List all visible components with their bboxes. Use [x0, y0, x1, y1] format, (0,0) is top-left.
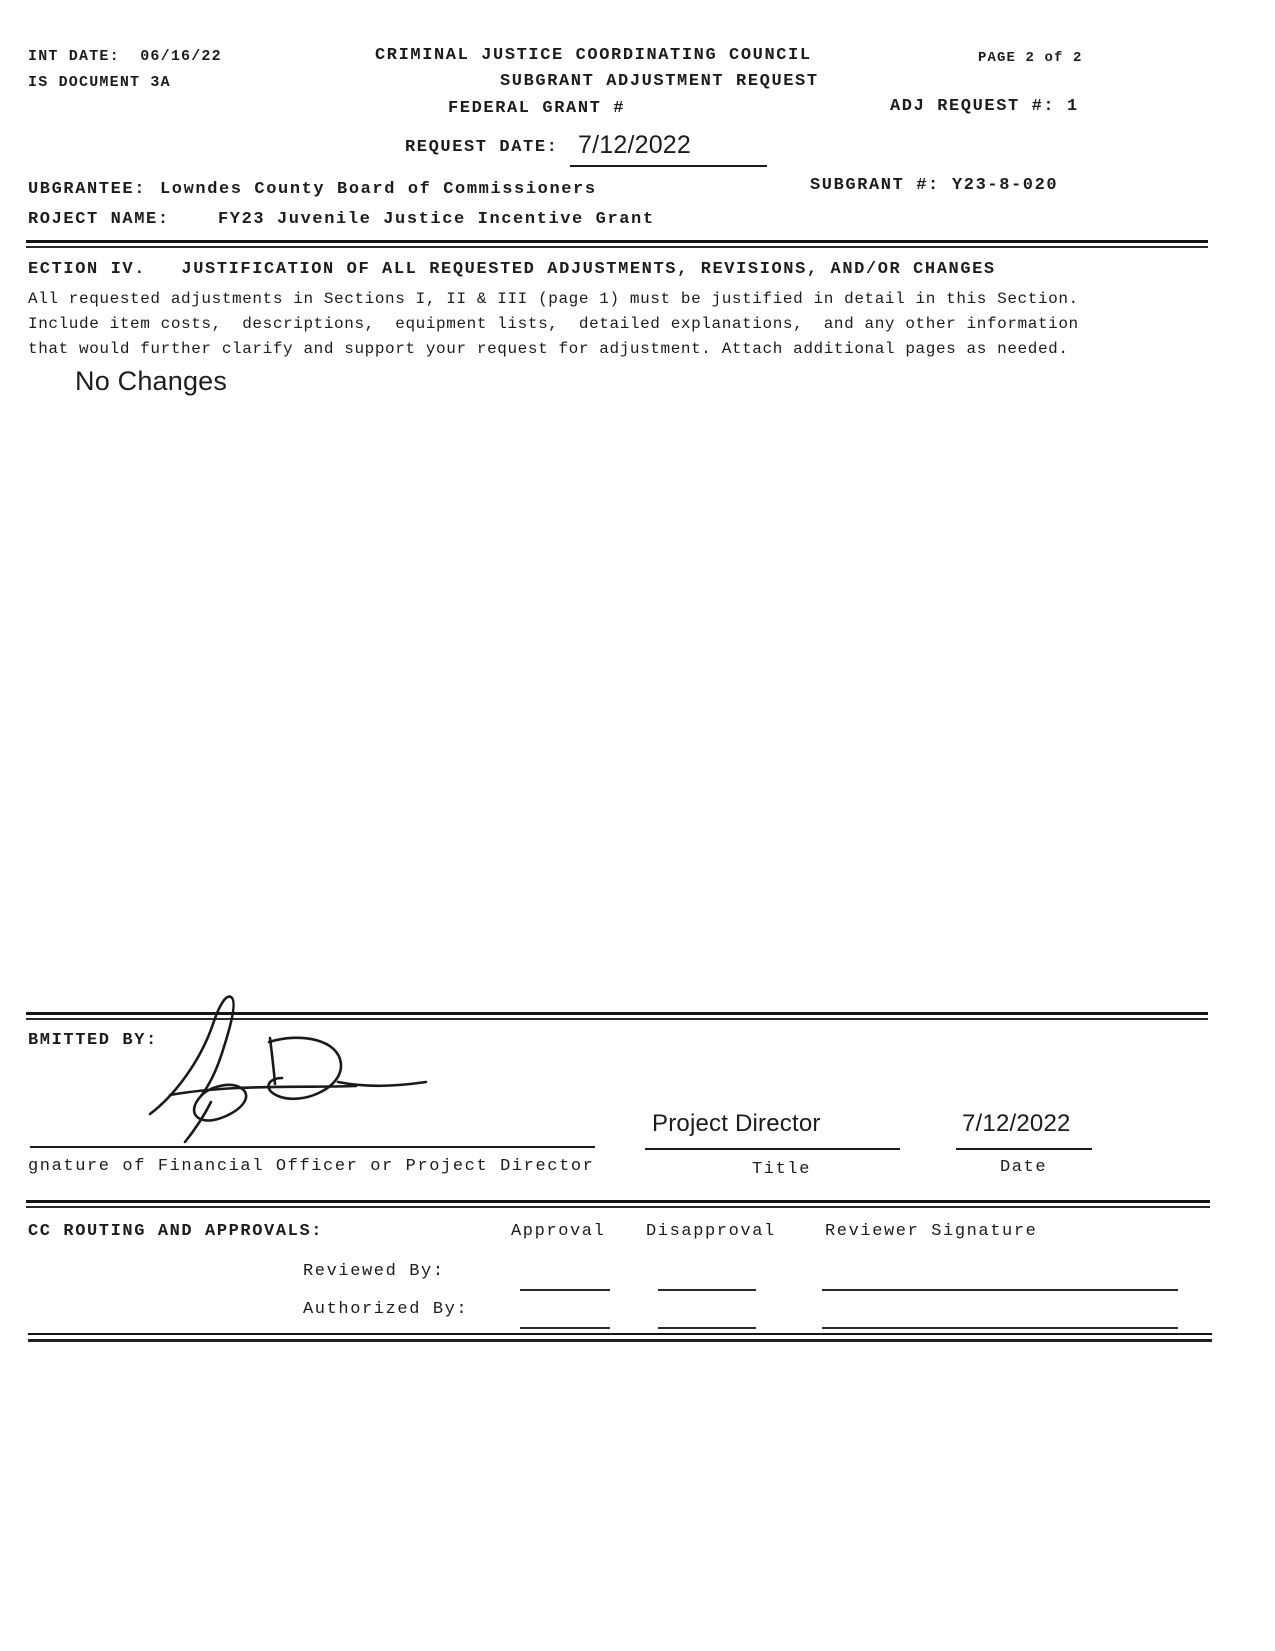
header-section-divider [26, 240, 1208, 248]
federal-grant-label: FEDERAL GRANT # [448, 99, 626, 118]
form-title: SUBGRANT ADJUSTMENT REQUEST [500, 72, 819, 91]
date-value: 7/12/2022 [962, 1110, 1071, 1137]
project-name-value: FY23 Juvenile Justice Incentive Grant [218, 210, 655, 229]
reviewed-by-disapproval-blank [658, 1289, 756, 1291]
section-iv-instructions-line2: Include item costs, descriptions, equipment lists, detailed explanations, and any other information [28, 315, 1079, 333]
council-title: CRIMINAL JUSTICE COORDINATING COUNCIL [375, 46, 812, 65]
routing-section-divider [26, 1200, 1210, 1208]
project-name-label: ROJECT NAME: [28, 210, 170, 229]
authorized-by-reviewer-signature-blank [822, 1327, 1178, 1329]
reviewer-signature-column-header: Reviewer Signature [825, 1222, 1038, 1241]
handwritten-signature [140, 982, 440, 1148]
title-underline [645, 1148, 900, 1150]
authorized-by-label: Authorized By: [303, 1300, 469, 1319]
subgrant-number-label: SUBGRANT #: [810, 176, 940, 195]
title-caption: Title [752, 1160, 812, 1179]
title-value: Project Director [652, 1110, 821, 1137]
date-underline [956, 1148, 1092, 1150]
signature-caption: gnature of Financial Officer or Project Director [28, 1157, 595, 1176]
authorized-by-approval-blank [520, 1327, 610, 1329]
request-date-label: REQUEST DATE: [405, 138, 559, 157]
authorized-by-disapproval-blank [658, 1327, 756, 1329]
submitted-by-heading: BMITTED BY: [28, 1031, 158, 1050]
signature-line [30, 1146, 595, 1148]
section-iv-instructions-line1: All requested adjustments in Sections I, II & III (page 1) must be justified in detail in this Section. [28, 290, 1079, 308]
document-number-text: IS DOCUMENT 3A [28, 74, 171, 91]
disapproval-column-header: Disapproval [646, 1222, 776, 1241]
date-caption: Date [1000, 1158, 1048, 1177]
page-bottom-divider [28, 1333, 1212, 1342]
page-indicator: PAGE 2 of 2 [978, 50, 1083, 66]
approval-column-header: Approval [511, 1222, 606, 1241]
request-date-value: 7/12/2022 [578, 131, 692, 159]
reviewed-by-approval-blank [520, 1289, 610, 1291]
subgrantee-value: Lowndes County Board of Commissioners [160, 180, 597, 199]
subgrantee-label: UBGRANTEE: [28, 180, 147, 199]
reviewed-by-reviewer-signature-blank [822, 1289, 1178, 1291]
routing-heading: CC ROUTING AND APPROVALS: [28, 1222, 324, 1241]
subgrant-number-value: Y23-8-020 [952, 176, 1059, 195]
adj-request-number: ADJ REQUEST #: 1 [890, 97, 1079, 116]
justification-text: No Changes [75, 366, 228, 396]
print-date-text: INT DATE: 06/16/22 [28, 48, 222, 65]
section-iv-instructions-line3: that would further clarify and support your request for adjustment. Attach additional pages as needed. [28, 340, 1069, 358]
reviewed-by-label: Reviewed By: [303, 1262, 445, 1281]
request-date-underline [570, 165, 767, 167]
section-iv-heading: ECTION IV. JUSTIFICATION OF ALL REQUESTED ADJUSTMENTS, REVISIONS, AND/OR CHANGES [28, 260, 996, 279]
